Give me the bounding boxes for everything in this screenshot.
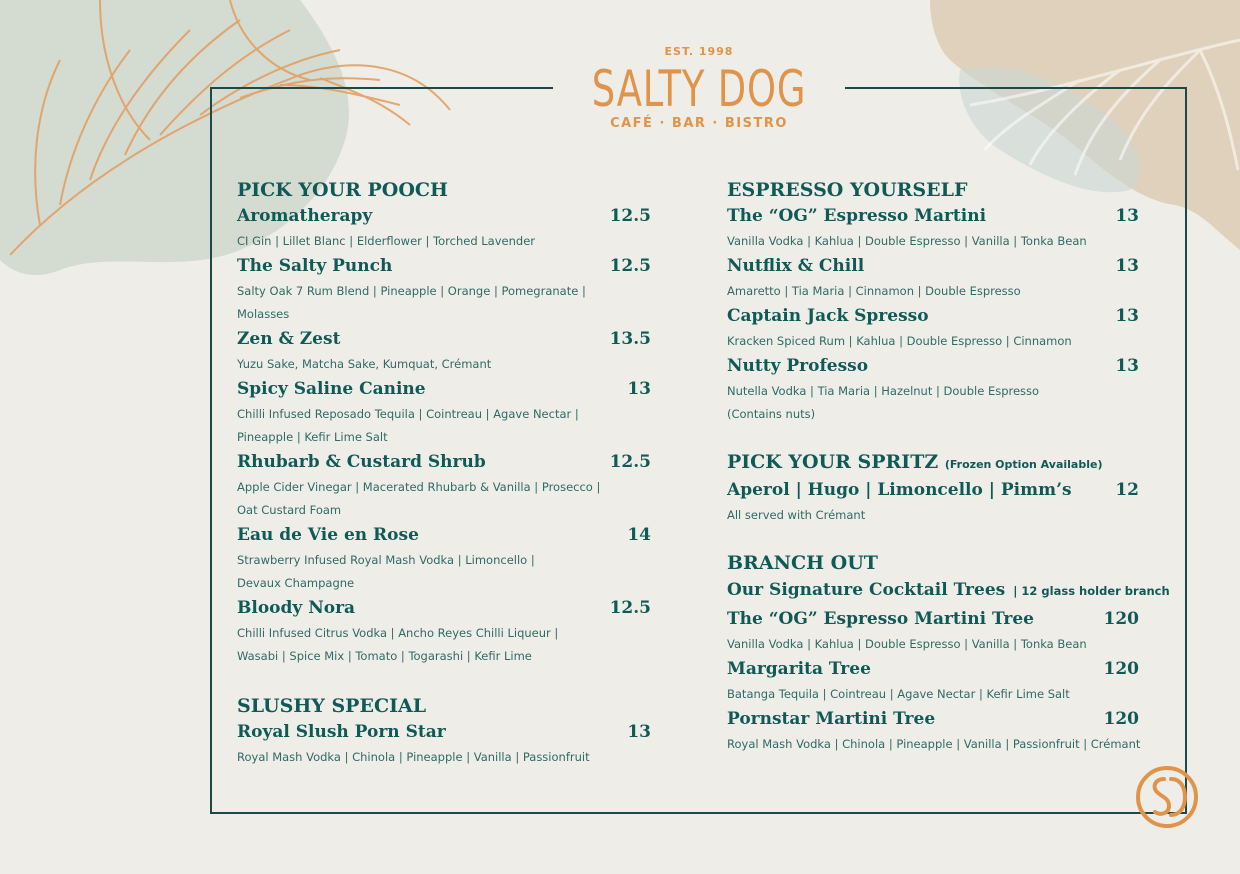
right-column — [727, 178, 1170, 756]
item-desc: Wasabi | Spice Mix | Tomato | Togarashi | Kefir Lime — [237, 649, 532, 663]
item-desc: All served with Crémant — [727, 508, 866, 522]
brand-logo — [553, 44, 845, 131]
menu-item — [237, 253, 651, 326]
section-note: (Frozen Option Available) — [944, 458, 1103, 471]
item-price: 13 — [1115, 306, 1139, 326]
item-price: 120 — [1103, 609, 1139, 629]
brand-est: EST. 1998 — [664, 45, 734, 58]
item-price: 12.5 — [609, 452, 651, 472]
section-title: PICK YOUR POOCH — [237, 179, 448, 201]
item-desc: Kracken Spiced Rum | Kahlua | Double Espresso | Cinnamon — [727, 334, 1072, 348]
item-desc: Batanga Tequila | Cointreau | Agave Nectar | Kefir Lime Salt — [727, 687, 1070, 701]
item-desc: Strawberry Infused Royal Mash Vodka | Limoncello | — [237, 553, 535, 567]
item-name: Margarita Tree — [727, 659, 871, 679]
item-desc: Vanilla Vodka | Kahlua | Double Espresso | Vanilla | Tonka Bean — [727, 234, 1087, 248]
menu-item — [237, 203, 651, 253]
item-price: 120 — [1103, 659, 1139, 679]
subtitle-note: | 12 glass holder branch — [1013, 584, 1170, 598]
item-desc: Apple Cider Vinegar | Macerated Rhubarb & Vanilla | Prosecco | — [237, 480, 601, 494]
section-title: BRANCH OUT — [727, 552, 878, 574]
item-name: Captain Jack Spresso — [727, 306, 929, 326]
menu-item — [727, 706, 1151, 756]
menu-item — [727, 303, 1151, 353]
item-price: 13 — [627, 379, 651, 399]
menu-item — [727, 656, 1151, 706]
item-name: Aromatherapy — [237, 206, 373, 226]
item-name: Nutty Professo — [727, 356, 869, 376]
item-desc: Amaretto | Tia Maria | Cinnamon | Double Espresso — [727, 284, 1021, 298]
menu-item — [237, 719, 651, 769]
item-name: Rhubarb & Custard Shrub — [237, 452, 486, 472]
item-price: 13 — [1115, 256, 1139, 276]
item-name: The “OG” Espresso Martini Tree — [727, 609, 1034, 629]
item-name: Royal Slush Porn Star — [237, 722, 446, 742]
item-name: The “OG” Espresso Martini — [727, 206, 987, 226]
item-price: 13 — [627, 722, 651, 742]
item-desc: Devaux Champagne — [237, 576, 355, 590]
left-column — [237, 178, 651, 769]
section-title-text: PICK YOUR SPRITZ — [727, 451, 939, 473]
menu-item — [727, 353, 1151, 426]
section-title: SLUSHY SPECIAL — [237, 695, 427, 717]
item-desc: Vanilla Vodka | Kahlua | Double Espresso | Vanilla | Tonka Bean — [727, 637, 1087, 651]
item-desc: Yuzu Sake, Matcha Sake, Kumquat, Crémant — [237, 357, 492, 371]
item-price: 12 — [1115, 480, 1139, 500]
menu-item — [727, 606, 1151, 656]
item-desc: Nutella Vodka | Tia Maria | Hazelnut | Double Espresso — [727, 384, 1040, 398]
item-desc: Oat Custard Foam — [237, 503, 342, 517]
menu-item — [237, 449, 651, 522]
item-name: Bloody Nora — [237, 598, 356, 618]
item-price: 12.5 — [609, 598, 651, 618]
item-desc: Royal Mash Vodka | Chinola | Pineapple | Vanilla | Passionfruit | Crémant — [727, 737, 1141, 751]
item-desc: Royal Mash Vodka | Chinola | Pineapple | Vanilla | Passionfruit — [237, 750, 590, 764]
item-desc: Chilli Infused Reposado Tequila | Cointreau | Agave Nectar | — [237, 407, 579, 421]
item-price: 12.5 — [609, 206, 651, 226]
item-price: 14 — [627, 525, 651, 545]
section-title — [727, 450, 1151, 477]
item-desc: CI Gin | Lillet Blanc | Elderflower | Torched Lavender — [237, 234, 536, 248]
menu-item — [237, 376, 651, 449]
item-name: Eau de Vie en Rose — [237, 525, 419, 545]
item-desc: Molasses — [237, 307, 290, 321]
item-name: The Salty Punch — [237, 256, 393, 276]
item-desc: (Contains nuts) — [727, 407, 816, 421]
subtitle-text: Our Signature Cocktail Trees — [727, 580, 1006, 600]
item-price: 13.5 — [609, 329, 651, 349]
item-name: Spicy Saline Canine — [237, 379, 426, 399]
menu-item — [237, 595, 651, 668]
section-subtitle — [727, 576, 1170, 606]
menu-item — [727, 203, 1151, 253]
menu-item — [727, 253, 1151, 303]
brand-tagline: CAFÉ · BAR · BISTRO — [610, 116, 788, 131]
brand-name: SALTY DOG — [591, 60, 807, 118]
item-desc: Salty Oak 7 Rum Blend | Pineapple | Orange | Pomegranate | — [237, 284, 586, 298]
item-name: Nutflix & Chill — [727, 256, 865, 276]
item-name: Pornstar Martini Tree — [727, 709, 936, 729]
item-name: Zen & Zest — [237, 329, 341, 349]
menu-item — [237, 326, 651, 376]
menu-item — [727, 477, 1151, 527]
sd-monogram-icon — [1135, 765, 1199, 829]
item-name: Aperol | Hugo | Limoncello | Pimm’s — [727, 480, 1072, 500]
item-price: 13 — [1115, 206, 1139, 226]
item-price: 13 — [1115, 356, 1139, 376]
item-price: 12.5 — [609, 256, 651, 276]
item-desc: Chilli Infused Citrus Vodka | Ancho Reyes Chilli Liqueur | — [237, 626, 559, 640]
item-price: 120 — [1103, 709, 1139, 729]
section-title: ESPRESSO YOURSELF — [727, 179, 968, 201]
item-desc: Pineapple | Kefir Lime Salt — [237, 430, 388, 444]
menu-item — [237, 522, 651, 595]
